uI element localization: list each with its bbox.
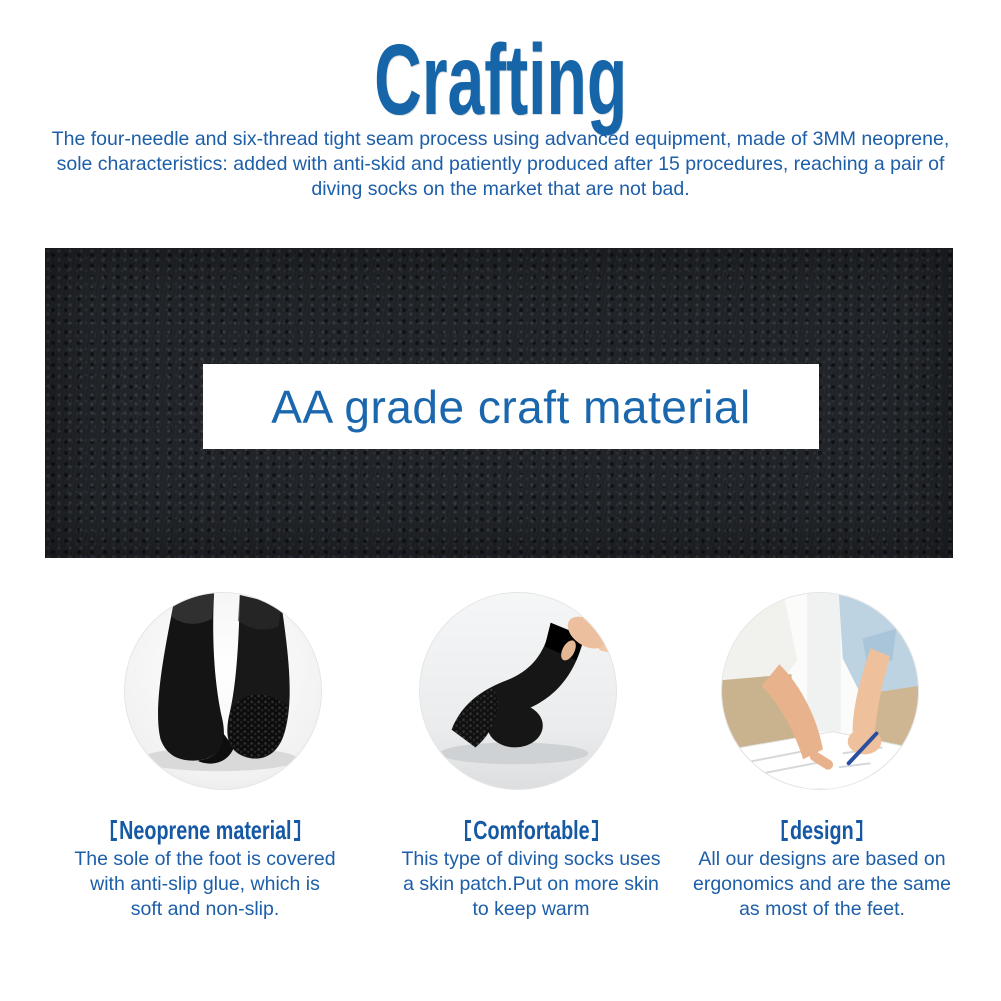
- sock-heels-illustration: [125, 593, 321, 789]
- intro-line: diving socks on the market that are not bad.: [311, 178, 690, 200]
- lenticular-bracket-right: [856, 820, 862, 841]
- feature-caption-design: [662, 816, 982, 922]
- lenticular-bracket-right: [294, 820, 300, 841]
- page-title-text: Crafting: [374, 24, 627, 136]
- design-team-illustration: [722, 593, 918, 789]
- feature-heading: [662, 816, 982, 844]
- feature-heading-text: Comfortable: [472, 815, 590, 845]
- sock-heels-photo: [124, 592, 322, 790]
- intro-line: The four-needle and six-thread tight seam process using advanced equipment, made of 3MM neoprene,: [51, 128, 950, 150]
- feature-heading-text: design: [790, 815, 854, 845]
- feature-body: All our designs are based on ergonomics and are the same as most of the feet.: [693, 848, 951, 920]
- sock-wearing-photo: [419, 592, 617, 790]
- intro-line: sole characteristics: added with anti-skid and patiently produced after 15 procedures, reaching a pair of: [56, 153, 945, 175]
- feature-heading: [45, 816, 365, 844]
- feature-caption-comfortable: [371, 816, 691, 922]
- lenticular-bracket-left: [782, 820, 788, 841]
- feature-caption-neoprene: [45, 816, 365, 922]
- lenticular-bracket-right: [592, 820, 598, 841]
- feature-heading: [371, 816, 691, 844]
- sock-wearing-illustration: [420, 593, 616, 789]
- lenticular-bracket-left: [465, 820, 471, 841]
- material-grade-label: AA grade craft material: [271, 380, 751, 433]
- feature-body: This type of diving socks uses a skin patch.Put on more skin to keep warm: [401, 848, 661, 920]
- feature-body: The sole of the foot is covered with anti-slip glue, which is soft and non-slip.: [74, 848, 336, 920]
- feature-heading-text: Neoprene material: [118, 815, 292, 845]
- intro-paragraph: [0, 127, 1001, 202]
- design-team-photo: [721, 592, 919, 790]
- material-grade-banner: [203, 364, 819, 449]
- neoprene-fabric-swatch: [45, 248, 953, 558]
- lenticular-bracket-left: [110, 820, 116, 841]
- page-title: [0, 24, 1001, 136]
